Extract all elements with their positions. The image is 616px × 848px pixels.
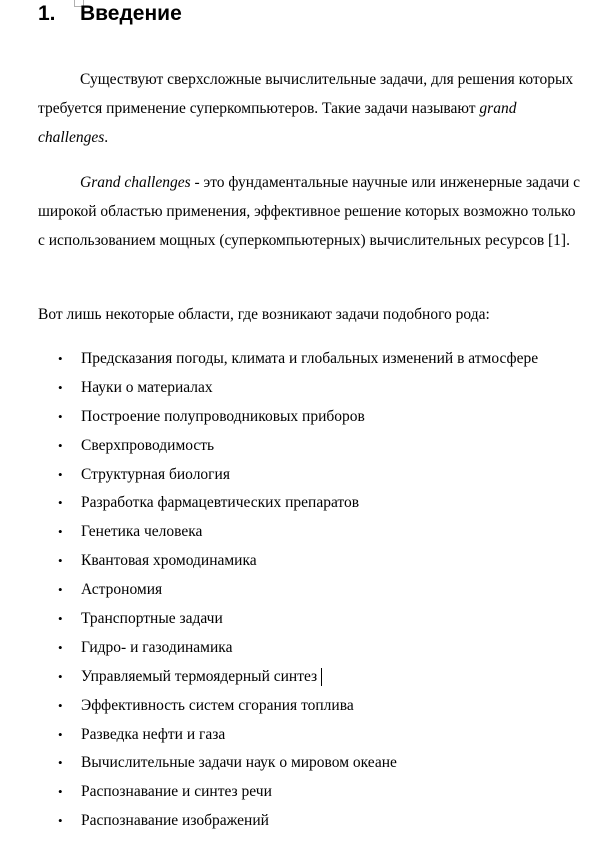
paragraph-intro-text: Существуют сверхсложные вычислительные задачи, для решения которых требуется применение суперкомпьютеров. Такие задачи называют [38,71,574,117]
list-item-text: Генетика человека [81,523,203,541]
list-item-text: Сверхпроводимость [81,436,215,454]
bullet-icon: • [58,639,63,655]
bullet-icon: • [58,582,63,598]
paragraph-intro[interactable] [38,65,586,152]
bullet-icon: • [58,495,63,511]
bullet-icon: • [58,668,63,684]
bullet-icon: • [58,755,63,771]
bullet-icon: • [58,784,63,800]
bullet-icon: • [58,611,63,627]
section-title: Введение [80,2,182,25]
bullet-icon: • [58,351,63,366]
bullet-icon: • [58,379,63,395]
bullet-icon: • [58,813,63,829]
paragraph-definition-emphasis: Grand challenges [80,174,191,191]
list-item-text: Эффективность систем сгорания топлива [81,696,354,714]
list-item-text: Астрономия [81,581,163,599]
list-item-text: Науки о материалах [81,378,213,396]
list-item-text: Транспортные задачи [81,610,223,628]
list-item-text: Структурная биология [81,465,230,483]
list-item-text: Предсказания погоды, климата и глобальных изменений в атмосфере [81,350,539,367]
paragraph-list-lead[interactable] [38,300,586,329]
list-item-text: Квантовая хромодинамика [81,552,257,570]
bullet-icon: • [58,437,63,453]
bullet-icon: • [58,553,63,569]
list-item-text: Гидро- и газодинамика [81,638,233,656]
list-item-text: Построение полупроводниковых приборов [81,407,365,425]
list-item-text: Управляемый термоядерный синтез [81,667,318,685]
paragraph-definition-text: - это фундаментальные научные или инженерные задачи с широкой областью применения, эффективное решение которых возможно только с использованием мощных (суперкомпьютерных) вычислительных ресурсов [1]. [38,174,581,249]
list-item-text: Распознавание и синтез речи [81,783,272,801]
bullet-icon: • [58,524,63,540]
paragraph-intro-tail: . [104,129,109,146]
text-cursor [321,668,322,686]
list-item-text: Распознавание изображений [81,812,269,830]
section-number: 1. [38,2,56,25]
bullet-icon: • [58,697,63,713]
list-item-text: Вычислительные задачи наук о мировом океане [81,754,397,772]
bullet-icon: • [58,726,63,742]
bullet-icon: • [58,408,63,424]
list-item-text: Разработка фармацевтических препаратов [81,494,360,512]
section-heading [38,0,182,28]
paragraph-list-lead-text: Вот лишь некоторые области, где возникают задачи подобного рода: [38,306,490,323]
list-item-text: Разведка нефти и газа [81,725,226,743]
paragraph-intro-emphasis: grand challenges [38,100,517,146]
paragraph-definition[interactable] [38,168,586,255]
bullet-icon: • [58,466,63,482]
